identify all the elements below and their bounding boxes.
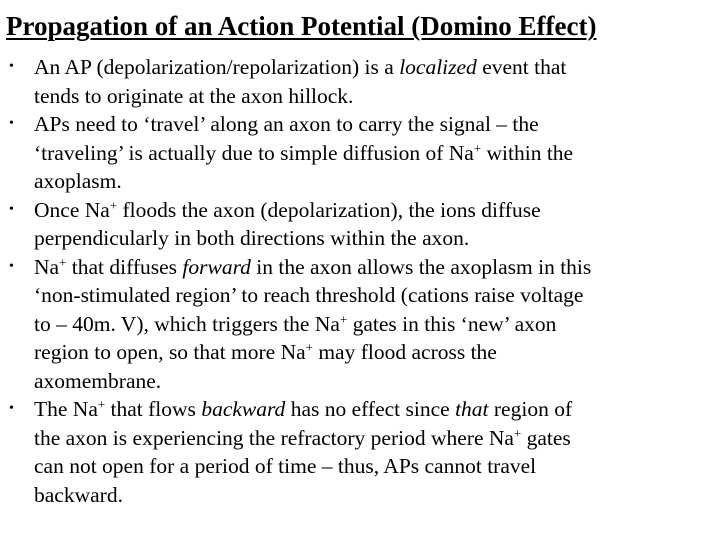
bullet-line: the axon is experiencing the refractory period where Na+ gates (34, 425, 571, 450)
slide-title: Propagation of an Action Potential (Domino Effect) (6, 11, 597, 41)
bullet-line: backward. (34, 482, 123, 507)
bullet-list (0, 53, 720, 509)
bullet-line: Na+ that diffuses forward in the axon allows the axoplasm in this (34, 254, 592, 279)
bullet-line: can not open for a period of time – thus, APs cannot travel (34, 454, 537, 478)
bullet-line: axomembrane. (34, 368, 162, 393)
bullet-line: axoplasm. (34, 169, 122, 193)
bullet-item (0, 253, 720, 396)
bullet-item (0, 110, 720, 196)
bullet-line: region to open, so that more Na+ may flood across the (34, 340, 497, 364)
bullet-item (0, 53, 720, 110)
bullet-line: perpendicularly in both directions within the axon. (34, 226, 470, 250)
bullet-line: tends to originate at the axon hillock. (34, 83, 354, 108)
bullet-line: ‘non-stimulated region’ to reach threshold (cations raise voltage (34, 283, 584, 307)
bullet-dot-icon: • (9, 59, 14, 74)
bullet-item (0, 196, 720, 253)
bullet-dot-icon: • (9, 116, 14, 131)
bullet-item (0, 395, 720, 509)
bullet-line: to – 40m. V), which triggers the Na+ gates in this ‘new’ axon (34, 311, 557, 336)
bullet-line: Once Na+ floods the axon (depolarization), the ions diffuse (34, 197, 541, 222)
bullet-dot-icon: • (9, 258, 14, 274)
bullet-line: An AP (depolarization/repolarization) is a localized event that (34, 55, 567, 79)
bullet-dot-icon: • (9, 401, 14, 416)
bullet-line: ‘traveling’ is actually due to simple diffusion of Na+ within the (34, 140, 574, 165)
bullet-line: The Na+ that flows backward has no effect since that region of (34, 397, 573, 421)
bullet-dot-icon: • (9, 201, 14, 217)
bullet-line: APs need to ‘travel’ along an axon to carry the signal – the (34, 112, 539, 136)
